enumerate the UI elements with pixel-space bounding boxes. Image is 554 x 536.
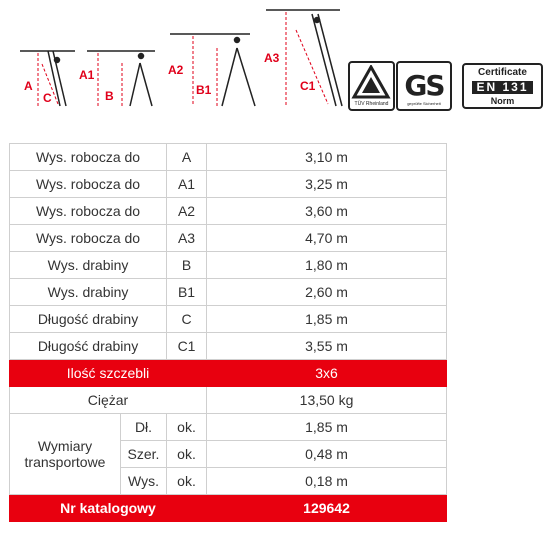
row-label: Wys. robocza do	[10, 144, 167, 171]
transport-value: 1,85 m	[207, 414, 447, 441]
row-label: Wys. robocza do	[10, 225, 167, 252]
weight-value: 13,50 kg	[207, 387, 447, 414]
catalog-value: 129642	[207, 495, 447, 522]
row-value: 3,55 m	[207, 333, 447, 360]
diagram-label-a2: A2	[168, 63, 184, 77]
steps-value: 3x6	[207, 360, 447, 387]
transport-approx: ok.	[167, 414, 207, 441]
table-row	[10, 198, 447, 225]
row-code: C	[167, 306, 207, 333]
row-value: 4,70 m	[207, 225, 447, 252]
transport-value: 0,48 m	[207, 441, 447, 468]
diagram-label-a1: A1	[79, 68, 95, 82]
gs-certificate-logo	[396, 61, 452, 111]
row-value: 3,25 m	[207, 171, 447, 198]
row-label: Długość drabiny	[10, 333, 167, 360]
table-row	[10, 225, 447, 252]
diagram-label-b: B	[105, 89, 114, 103]
transport-label: Wymiary transportowe	[10, 414, 121, 495]
en131-line1: Certificate	[478, 67, 527, 78]
table-row	[10, 171, 447, 198]
tuv-triangle-icon	[350, 65, 393, 103]
row-label: Wys. drabiny	[10, 252, 167, 279]
en131-certificate-logo	[462, 63, 543, 109]
catalog-label: Nr katalogowy	[10, 495, 207, 522]
table-row	[10, 252, 447, 279]
row-label: Wys. drabiny	[10, 279, 167, 306]
gs-text: GS	[404, 69, 444, 102]
table-row	[10, 144, 447, 171]
row-code: A	[167, 144, 207, 171]
diagram-label-a3: A3	[264, 51, 280, 65]
diagram-label-b1: B1	[196, 83, 212, 97]
row-label: Długość drabiny	[10, 306, 167, 333]
row-value: 3,60 m	[207, 198, 447, 225]
row-code: A3	[167, 225, 207, 252]
catalog-row	[10, 495, 447, 522]
row-value: 2,60 m	[207, 279, 447, 306]
row-code: A2	[167, 198, 207, 225]
transport-row	[10, 414, 447, 441]
steps-row	[10, 360, 447, 387]
en131-line2: EN 131	[472, 81, 532, 94]
transport-approx: ok.	[167, 441, 207, 468]
transport-approx: ok.	[167, 468, 207, 495]
diagram-label-c: C	[43, 91, 52, 105]
tuv-text: TÜV Rheinland	[354, 101, 389, 107]
diagram-label-c1: C1	[300, 79, 316, 93]
row-value: 1,80 m	[207, 252, 447, 279]
row-code: A1	[167, 171, 207, 198]
transport-dim: Szer.	[121, 441, 167, 468]
steps-label: Ilość szczebli	[10, 360, 207, 387]
row-label: Wys. robocza do	[10, 198, 167, 225]
ladder-diagrams	[0, 0, 554, 128]
weight-label: Ciężar	[10, 387, 207, 414]
row-label: Wys. robocza do	[10, 171, 167, 198]
row-value: 1,85 m	[207, 306, 447, 333]
weight-row	[10, 387, 447, 414]
en131-line3: Norm	[490, 96, 515, 106]
transport-value: 0,18 m	[207, 468, 447, 495]
transport-dim: Dł.	[121, 414, 167, 441]
row-code: B1	[167, 279, 207, 306]
diagram-label-a: A	[24, 79, 33, 93]
tuv-certificate-logo	[348, 61, 395, 111]
spec-table	[9, 143, 447, 522]
row-code: B	[167, 252, 207, 279]
row-code: C1	[167, 333, 207, 360]
table-row	[10, 333, 447, 360]
row-value: 3,10 m	[207, 144, 447, 171]
gs-subtext: geprüfte Sicherheit	[407, 101, 441, 106]
table-row	[10, 279, 447, 306]
table-row	[10, 306, 447, 333]
transport-dim: Wys.	[121, 468, 167, 495]
